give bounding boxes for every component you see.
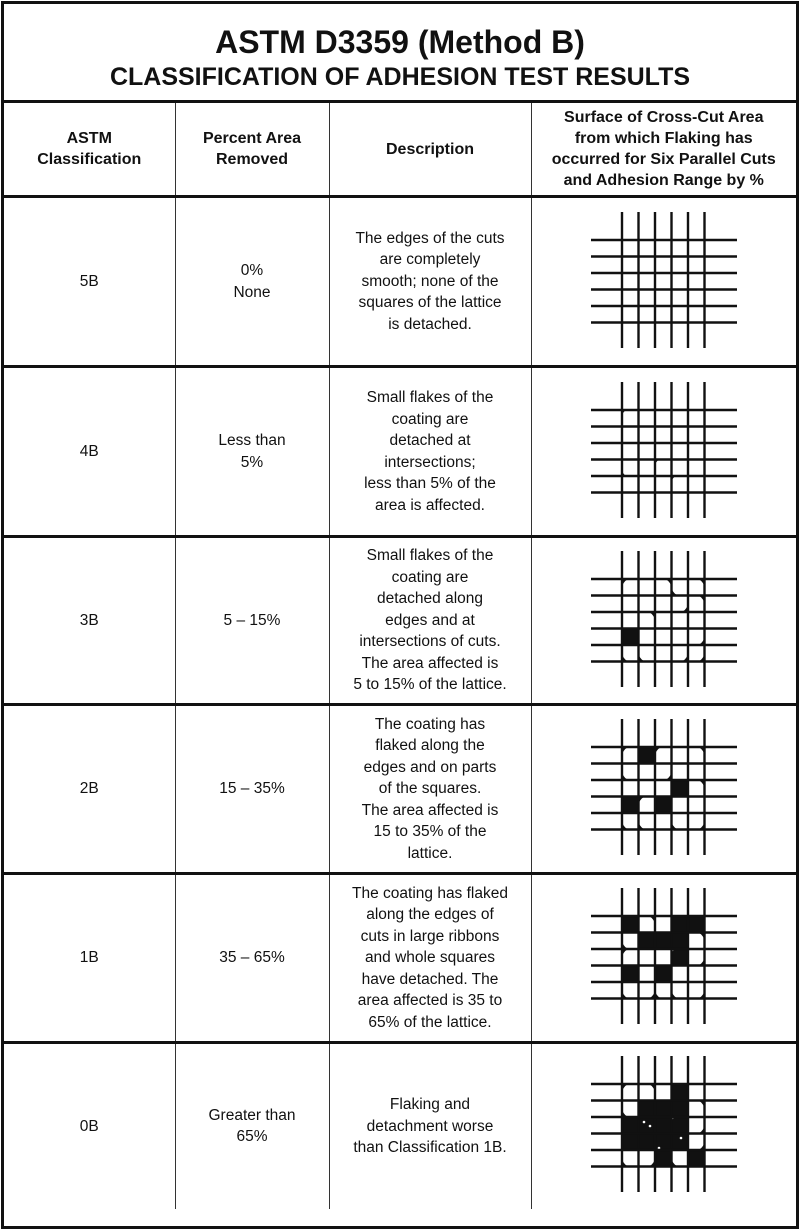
percent-area-cell xyxy=(175,367,329,537)
text-line: coating are xyxy=(391,568,469,586)
table-row xyxy=(4,1043,796,1209)
text-line: 65% xyxy=(236,1128,268,1146)
text-line: Description xyxy=(385,140,474,158)
text-line: detachment worse xyxy=(366,1117,494,1135)
text-line: edges and at xyxy=(385,611,475,629)
page-subtitle: CLASSIFICATION OF ADHESION TEST RESULTS xyxy=(109,63,691,91)
classification-cell: 3B xyxy=(4,537,175,705)
text-line: Flaking and xyxy=(389,1096,471,1113)
text-line: 65% of the lattice. xyxy=(368,1013,492,1031)
text-line: Removed xyxy=(215,151,289,168)
text-line: intersections; xyxy=(384,453,476,471)
classification-chart xyxy=(1,1,799,1229)
text-line: Surface of Cross-Cut Area xyxy=(564,109,764,126)
table-row xyxy=(4,537,796,705)
percent-area-cell xyxy=(175,705,329,874)
text-line: detached at xyxy=(389,432,471,449)
page-title: ASTM D3359 (Method B) xyxy=(215,24,585,60)
text-line: The coating has xyxy=(374,715,486,733)
text-line: from which Flaking has xyxy=(574,130,753,147)
percent-area-cell xyxy=(175,1043,329,1209)
description-cell xyxy=(329,874,531,1043)
classification-table xyxy=(4,103,796,1209)
header-row xyxy=(4,103,796,197)
text-line: and Adhesion Range by % xyxy=(563,172,764,189)
text-line: are completely xyxy=(379,251,481,269)
text-line: coating are xyxy=(391,410,469,428)
text-line: 35 – 65% xyxy=(219,949,285,967)
text-line: The edges of the cuts xyxy=(355,229,505,247)
text-line: None xyxy=(233,283,271,301)
text-line: Classification xyxy=(37,151,142,168)
text-line: Percent Area xyxy=(202,130,302,147)
text-line: have detached. The xyxy=(361,970,499,988)
text-line: intersections of cuts. xyxy=(359,633,501,651)
text-line: lattice. xyxy=(407,844,453,862)
text-line: 5 to 15% of the lattice. xyxy=(353,676,507,694)
percent-area-cell xyxy=(175,537,329,705)
header-description xyxy=(329,103,531,197)
illustration-cell xyxy=(531,197,796,367)
cross-cut-lattice-2b-icon xyxy=(589,719,739,859)
description-cell xyxy=(329,197,531,367)
table-row xyxy=(4,197,796,367)
text-line: less than 5% of the xyxy=(364,475,496,492)
description-cell xyxy=(329,705,531,874)
classification-cell: 4B xyxy=(4,367,175,537)
header-percent-area-removed xyxy=(175,103,329,197)
illustration-cell xyxy=(531,874,796,1043)
cross-cut-lattice-4b-icon xyxy=(589,382,739,522)
text-line: smooth; none of the xyxy=(361,272,499,290)
text-line: Greater than xyxy=(208,1106,296,1124)
classification-cell: 0B xyxy=(4,1043,175,1209)
classification-cell: 5B xyxy=(4,197,175,367)
text-line: 5% xyxy=(240,453,264,471)
table-row xyxy=(4,367,796,537)
text-line: Small flakes of the xyxy=(366,547,494,565)
text-line: area is affected. xyxy=(374,496,485,514)
header-surface-illustration xyxy=(531,103,796,197)
percent-area-cell xyxy=(175,874,329,1043)
percent-area-cell xyxy=(175,197,329,367)
description-cell xyxy=(329,367,531,537)
cross-cut-lattice-1b-icon xyxy=(589,888,739,1028)
text-line: The coating has flaked xyxy=(352,884,508,902)
cross-cut-lattice-0b-icon xyxy=(589,1056,739,1196)
text-line: squares of the lattice xyxy=(358,294,502,312)
illustration-cell xyxy=(531,367,796,537)
text-line: flaked along the xyxy=(375,737,485,755)
text-line: occurred for Six Parallel Cuts xyxy=(551,151,776,168)
illustration-cell xyxy=(531,537,796,705)
text-line: and whole squares xyxy=(364,949,496,967)
text-line: 15 to 35% of the xyxy=(373,823,487,841)
illustration-cell xyxy=(531,705,796,874)
text-line: ASTM xyxy=(66,130,112,147)
description-cell xyxy=(329,1043,531,1209)
text-line: is detached. xyxy=(388,315,472,333)
text-line: 0% xyxy=(240,262,264,279)
classification-cell: 1B xyxy=(4,874,175,1043)
text-line: area affected is 35 to xyxy=(357,992,503,1010)
title-block xyxy=(4,4,796,103)
illustration-cell xyxy=(531,1043,796,1209)
table-row xyxy=(4,874,796,1043)
text-line: edges and on parts xyxy=(363,758,497,776)
cross-cut-lattice-5b-icon xyxy=(589,212,739,352)
header-classification xyxy=(4,103,175,197)
text-line: of the squares. xyxy=(378,780,482,798)
text-line: 5 – 15% xyxy=(223,611,281,629)
text-line: Less than xyxy=(218,432,286,449)
text-line: 15 – 35% xyxy=(219,780,285,798)
text-line: The area affected is xyxy=(361,654,499,672)
classification-cell: 2B xyxy=(4,705,175,874)
text-line: Small flakes of the xyxy=(366,389,494,406)
cross-cut-lattice-3b-icon xyxy=(589,551,739,691)
text-line: detached along xyxy=(376,590,483,608)
text-line: than Classification 1B. xyxy=(353,1139,507,1156)
text-line: along the edges of xyxy=(366,906,494,924)
table-row xyxy=(4,705,796,874)
description-cell xyxy=(329,537,531,705)
text-line: The area affected is xyxy=(361,801,499,819)
text-line: cuts in large ribbons xyxy=(360,927,500,945)
